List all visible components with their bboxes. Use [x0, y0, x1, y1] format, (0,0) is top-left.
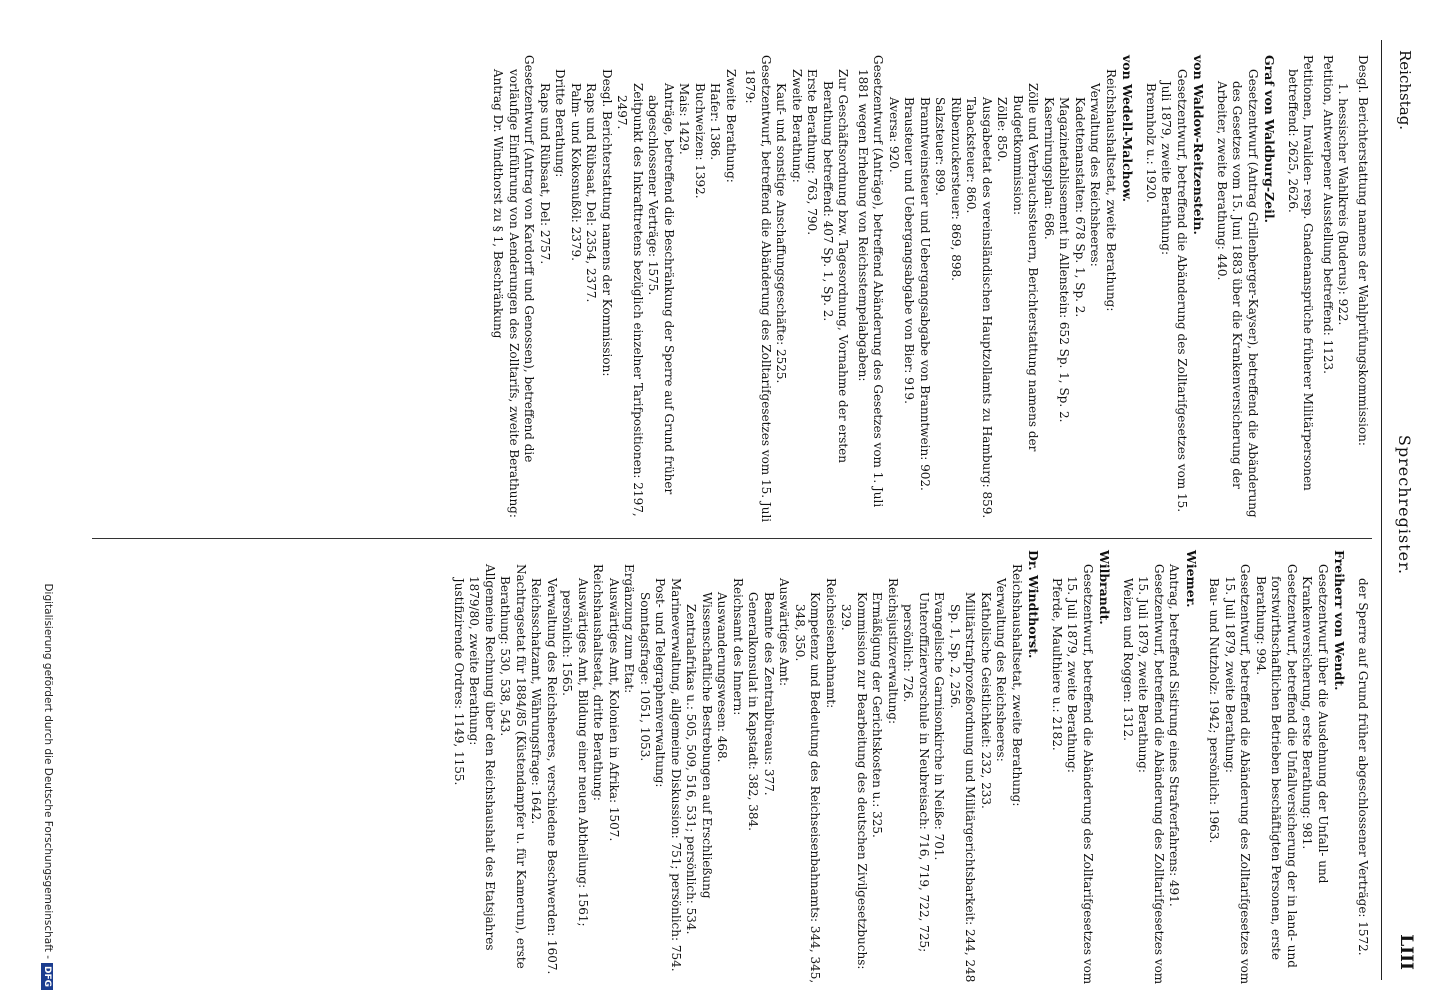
register-entry: Gesetzentwurf über die Ausdehnung der Unfall- und Krankenversicherung, erste Berathung: 981. [1300, 564, 1330, 884]
register-entry: Verwaltung des Reichsheeres, verschiedene Beschwerden: 1607. [545, 578, 559, 975]
register-entry: Dritte Berathung: [553, 69, 568, 178]
register-entry: Erste Berathung: 763, 790. [805, 69, 820, 236]
register-entry: Unteroffiziervorschule in Neubreisach: 716, 719, 722, 725; persönlich: 726. [901, 592, 931, 953]
register-entry: Zweite Berathung: [790, 69, 804, 183]
register-entry: Reichsamt des Innern: [731, 578, 745, 716]
register-entry: Zölle: 850. [995, 97, 1010, 162]
register-entry: Palm- und Kokosnußöl: 2379. [569, 83, 583, 261]
register-entry: Hafer: 1386. [708, 83, 723, 161]
register-entry: Gesetzentwurf, betreffend die Abänderung des Zolltarifgesetzes vom 15. Juli 1879: [743, 55, 773, 523]
register-entry: Branntweinsteuer und Uebergangsabgabe von Branntwein: 902. [918, 97, 932, 491]
register-entry: Zölle und Verbrauchssteuern, Berichterstattung namens der Budgetkommission: [1011, 83, 1041, 452]
register-entry: Justifizirende Ordres: 1149, 1155. [452, 578, 466, 786]
register-entry: Gesetzentwurf (Anträge), betreffend Abänderung des Gesetzes vom 1. Juli 1881 wegen Erhebung von Reichsstempelabgaben: [856, 55, 886, 508]
register-entry: Auswärtiges Amt: [777, 578, 792, 687]
speaker-name: Dr. Windthorst. [1026, 550, 1042, 659]
speaker-name: Graf von Waldburg-Zeil. [1262, 55, 1278, 223]
register-entry: Gesetzentwurf, betreffend die Abänderung des Zolltarifgesetzes vom 15. Juli 1879, zweite Berathung: [1159, 69, 1189, 513]
register-entry: Post- und Telegraphenverwaltung: [653, 578, 668, 788]
page-number: LIII [1396, 934, 1416, 970]
register-entry: Brausteuer und Uebergangsabgabe von Bier: 919. [902, 97, 917, 404]
speaker-name: von Waldow-Reitzenstein. [1191, 55, 1207, 235]
register-entry: Auswärtiges Amt, Kolonien in Afrika: 1507. [607, 578, 621, 842]
register-entry: Reichshaushaltsetat, dritte Berathung: [591, 564, 606, 801]
credit-text: Digitalisierung gefördert durch die Deutsche Forschungsgemeinschaft - [42, 583, 54, 959]
register-entry: Kauf- und sonstige Anschaffungsgeschäfte: 2525. [774, 83, 789, 384]
register-entry: Marineverwaltung, allgemeine Diskussion: 751; persönlich: 754. [669, 578, 683, 972]
register-entry: Gesetzentwurf (Antrag Grillenberger-Kayser), betreffend die Abänderung des Gesetzes vom 15. Juni 1883 über die Krankenversicherung der Arbeiter, zweite Berathung: 440. [1215, 69, 1260, 518]
register-entry: Gesetzentwurf, betreffend die Abänderung des Zolltarifgesetzes vom 15. Juli 1879, zweite Berathung: [1223, 564, 1253, 985]
register-entry: Anträge, betreffend die Beschränkung der Sperre auf Grund früher abgeschlossener Verträge: 1575. [646, 83, 676, 495]
register-entry: Beamte des Zentralbüreaus: 377. [762, 592, 776, 796]
register-entry: Weizen und Roggen: 1312. [1121, 578, 1135, 741]
register-entry: Buchweizen: 1392. [693, 83, 707, 199]
register-entry: Antrag, betreffend Sistirung eines Strafverfahrens: 491. [1167, 564, 1182, 907]
register-entry: Ermäßigung der Gerichtskosten u.: 325. [870, 592, 885, 838]
register-entry: Gesetzentwurf (Antrag von Kardorff und Genossen), betreffend die vorläufige Einführung von Aenderungen des Zolltarifs, zweite Berathung: Antrag Dr. Windthorst zu § 1, Beschränkung [491, 55, 537, 518]
register-entry: Raps und Rübsaat, Del: 2757. [538, 83, 552, 265]
register-entry: Reichseisenbahnamt: [824, 578, 838, 709]
register-entry: Kadettenanstalten: 678 Sp. 1, Sp. 2. [1073, 97, 1087, 318]
register-entry: Verwaltung des Reichsheeres: [994, 578, 1009, 762]
speaker-name: Wiemer. [1184, 550, 1199, 608]
speaker-name: Freiherr von Wendt. [1332, 550, 1348, 691]
register-entry: Nachtragsetat für 1884/85 (Küstendampfer u. für Kamerun), erste Berathung: 530, 538, 543. [498, 564, 528, 969]
register-entry: Kommission zur Bearbeitung des deutschen Zivilgesetzbuchs: 329. [839, 592, 869, 970]
dfg-logo: DFG [41, 963, 53, 990]
register-entry: Reichsjustizverwaltung: [886, 578, 900, 725]
register-entry: Reichshaushaltsetat, zweite Berathung: [1010, 564, 1024, 807]
register-entry: Verwaltung des Reichsheeres: [1088, 83, 1103, 267]
register-entry: Raps und Rübsaat, Del: 2354, 2377. [584, 83, 599, 303]
page-content [32, 0, 1432, 1000]
register-entry: Auswanderungswesen: 468. [715, 592, 730, 763]
register-entry: Zur Geschäftsordnung bzw. Tagesordnung, Vornahme der ersten Berathung betreffend: 407 Sp. 1, Sp. 2. [821, 69, 851, 464]
register-entry: Wissenschaftliche Bestrebungen auf Erschließung Zentralafrikas u.: 505, 509, 516, 531; persönlich: 534. [684, 592, 714, 935]
register-entry: Mais: 1429. [677, 83, 692, 155]
register-entry: Pferde, Maulthiere u.: 2182. [1050, 578, 1064, 751]
register-entry: Aversa: 920. [887, 97, 901, 173]
register-entry: Petition, Antwerpener Ausstellung betreffend: 1123. [1321, 55, 1335, 374]
register-entry: Militärstrafprozeßordnung und Militärgerichtsbarkeit: 244, 248 Sp. 1, Sp. 2, 256. [948, 592, 978, 983]
register-entry: Desgl. Berichterstattung namens der Wahlprüfungskommission: [1356, 55, 1370, 446]
register-entry: Reichshaushaltsetat, zweite Berathung: [1104, 69, 1118, 312]
register-entry: Magazinetablissement in Allenstein: 652 Sp. 1, Sp. 2. [1057, 97, 1072, 423]
register-entry: Kompetenz und Bedeutung des Reichseisenbahnamts: 344, 345, 348, 350. [793, 592, 823, 984]
register-entry: Gesetzentwurf, betreffend die Abänderung des Zolltarifgesetzes vom 15. Juli 1879, zweite Berathung: [1136, 564, 1166, 985]
register-entry: Allgemeine Rechnung über den Reichshaushalt des Etatsjahres 1879/80, zweite Berathung: [467, 564, 497, 951]
speaker-name: Wilbrandt. [1097, 550, 1113, 625]
register-entry: Petitionen, Invaliden- resp. Gnadenansprüche früherer Militärpersonen betreffend: 2625, 2626. [1286, 55, 1316, 491]
header-title: Sprechregister. [1395, 434, 1414, 576]
left-column [486, 55, 1370, 525]
register-entry: Sonntagsfrage: 1051, 1053. [638, 592, 652, 762]
register-entry: Zeitpunkt des Inkrafttretens bezüglich einzelner Tarifpositionen: 2197, 2497. [615, 83, 645, 517]
register-entry: Reichsschatzamt, Währungsfrage: 1642. [529, 578, 544, 825]
register-entry: Evangelische Garnisonkirche in Neiße: 701. [932, 592, 947, 861]
register-entry: Tabacksteuer: 860. [964, 97, 979, 214]
register-entry: Zweite Berathung: [724, 69, 738, 183]
register-entry: Ausgabeetat des vereinsländischen Hauptzollamts zu Hamburg: 859. [980, 97, 994, 519]
digitization-credit [34, 270, 54, 990]
register-entry: Gesetzentwurf, betreffend die Abänderung des Zolltarifgesetzes vom 15. Juli 1879, zweite Berathung: [1065, 564, 1095, 985]
register-entry: Desgl. Berichterstattung namens der Kommission: [600, 69, 614, 377]
page-header [1384, 30, 1422, 980]
right-column [451, 550, 1371, 985]
register-entry: Brennholz u.: 1920. [1144, 83, 1158, 203]
register-entry: Generalkonsulat in Kapstadt: 382, 384. [746, 592, 761, 831]
column-divider [92, 538, 1372, 539]
register-entry: Ergänzung zum Etat: [622, 564, 637, 694]
register-entry: Auswärtiges Amt, Bildung einer neuen Abtheilung: 1561; persönlich: 1565. [560, 578, 590, 927]
register-entry: Gesetzentwurf, betreffend die Unfallversicherung der in land- und forstwirthschaftlichen Betrieben beschäftigten Personen, erste Berathung: 994. [1254, 564, 1299, 968]
register-entry: 1. hessischer Wahlkreis (Buderus): 922. [1336, 83, 1351, 326]
register-entry: Bau- und Nutzholz: 1942; persönlich: 1963. [1207, 578, 1222, 844]
register-entry: Rübenzuckersteuer: 869, 898. [949, 97, 963, 281]
register-entry: Katholische Geistlichkeit: 232, 233. [979, 592, 993, 809]
register-entry: Salzsteuer: 899. [933, 97, 948, 196]
header-left: Reichstag. [1396, 50, 1414, 131]
speaker-name: von Wedell-Malchow. [1120, 55, 1136, 202]
register-entry: Kasernirungsplan: 686. [1042, 97, 1056, 240]
register-entry: der Sperre auf Grund früher abgeschlossener Verträge: 1572. [1356, 578, 1370, 956]
header-rule [1381, 40, 1382, 980]
